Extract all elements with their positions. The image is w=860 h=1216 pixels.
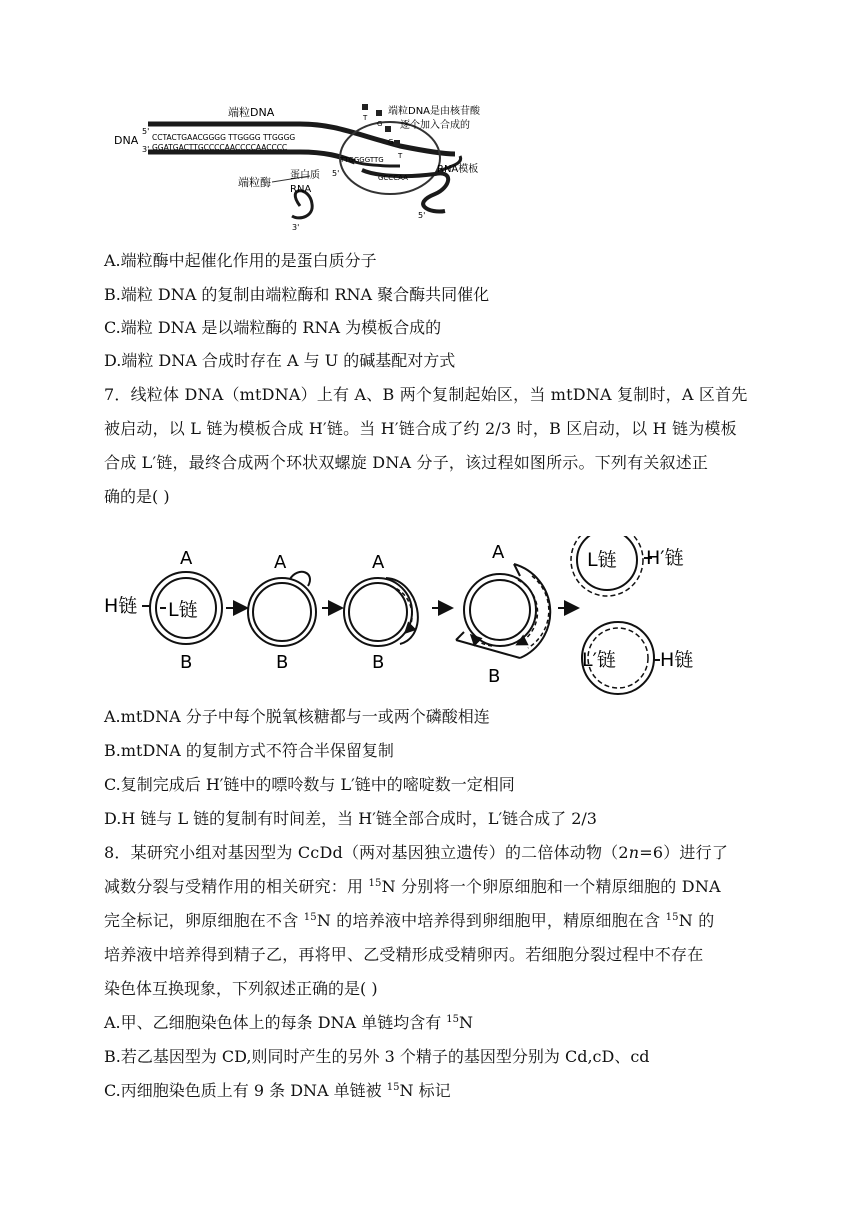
product-top <box>571 536 684 596</box>
q7-option-b: B.mtDNA 的复制方式不符合半保留复制 <box>104 741 394 760</box>
end-5-right: 5' <box>418 211 426 220</box>
q8-stem-line-3: 完全标记，卵原细胞在不含 $^{15}$N 的培养液中培养得到卵细胞甲，精原细胞在含 $^{15}$N 的 <box>104 911 715 930</box>
nucleotide-square <box>394 140 400 146</box>
nucleotide-g2: G <box>388 138 394 146</box>
label-b: B <box>488 666 501 687</box>
label-a: A <box>180 548 193 569</box>
q6-option-b: B.端粒 DNA 的复制由端粒酶和 RNA 聚合酶共同催化 <box>104 285 490 304</box>
l-chain-top-label: L链 <box>587 549 617 571</box>
q8-option-a: A.甲、乙细胞染色体上的每条 DNA 单链均含有 $^{15}$N <box>104 1013 474 1032</box>
q7-stem-line-1: 7．线粒体 DNA（mtDNA）上有 A、B 两个复制起始区，当 mtDNA 复制时，A 区首先 <box>104 385 748 404</box>
end-5-left: 5' <box>142 127 150 136</box>
stage-1 <box>104 548 222 673</box>
q7-stem-line-2: 被启动，以 L 链为模板合成 H′链。当 H′链合成了约 2/3 时，B 区启动，以 H 链为模板 <box>104 419 737 438</box>
note-line-1: 端粒DNA是由核苷酸 <box>388 106 481 117</box>
l-prime-chain-label: L′链 <box>582 649 616 671</box>
h-prime-chain-label: H′链 <box>646 547 684 569</box>
stage-3 <box>344 552 418 673</box>
q7-stem-line-4: 确的是( ) <box>104 487 170 506</box>
q7-option-c: C.复制完成后 H′链中的嘌呤数与 L′链中的嘧啶数一定相同 <box>104 775 515 794</box>
q6-option-a: A.端粒酶中起催化作用的是蛋白质分子 <box>104 251 377 270</box>
top-strand-sequence: CCTACTGAACGGGG TTGGGG TTGGGG <box>152 133 296 142</box>
q8-option-b: B.若乙基因型为 CD,则同时产生的另外 3 个精子的基因型分别为 Cd,cD、cd <box>104 1047 650 1066</box>
telomere-dna-label: 端粒DNA <box>228 106 275 119</box>
mtdna-replication-figure <box>100 536 710 696</box>
nucleotide-g1: G <box>377 120 383 128</box>
nucleotide-square <box>362 104 368 110</box>
label-a: A <box>372 552 385 573</box>
nucleotide-square <box>385 126 391 132</box>
label-a: A <box>274 552 287 573</box>
nucleotide-t2: T <box>398 152 403 160</box>
end-5-mid: 5' <box>332 169 340 178</box>
q7-option-a: A.mtDNA 分子中每个脱氧核糖都与一或两个磷酸相连 <box>104 707 490 726</box>
label-b: B <box>372 652 385 673</box>
telomerase-figure <box>100 96 520 236</box>
new-strand-sequence: TTGGGGTTG <box>340 156 384 164</box>
product-bottom <box>582 622 693 694</box>
nucleotide-t1: T <box>363 114 368 122</box>
protein-label: 蛋白质 <box>290 170 320 181</box>
q8-option-c: C.丙细胞染色质上有 9 条 DNA 单链被 $^{15}$N 标记 <box>104 1081 451 1100</box>
l-chain-label: L链 <box>168 599 198 621</box>
bottom-dna-strand <box>148 152 355 162</box>
q8-stem-line-4: 培养液中培养得到精子乙，再将甲、乙受精形成受精卵丙。若细胞分裂过程中不存在 <box>104 945 704 964</box>
q7-stem-line-3: 合成 L′链，最终合成两个环状双螺旋 DNA 分子，该过程如图所示。下列有关叙述正 <box>104 453 709 472</box>
q8-stem-line-1: 8．某研究小组对基因型为 CcDd（两对基因独立遗传）的二倍体动物（2n=6）进行了 <box>104 843 729 862</box>
q7-option-d: D.H 链与 L 链的复制有时间差，当 H′链全部合成时，L′链合成了 2/3 <box>104 809 597 828</box>
label-b: B <box>276 652 289 673</box>
stage-4 <box>456 542 550 687</box>
enzyme-label: 端粒酶 <box>238 176 271 189</box>
h-chain-label: H链 <box>104 595 138 617</box>
label-b: B <box>180 652 193 673</box>
q6-option-d: D.端粒 DNA 合成时存在 A 与 U 的碱基配对方式 <box>104 351 456 370</box>
bottom-strand-sequence: GGATGACTTGCCCCAACCCCAACCCC <box>152 143 288 152</box>
rna-template-label: RNA模板 <box>437 164 479 175</box>
stage-2 <box>248 552 316 673</box>
q6-option-c: C.端粒 DNA 是以端粒酶的 RNA 为模板合成的 <box>104 318 442 337</box>
dna-label: DNA <box>114 134 139 147</box>
label-a: A <box>492 542 505 563</box>
end-3-bottom: 3' <box>292 223 300 232</box>
q8-stem-line-5: 染色体互换现象，下列叙述正确的是( ) <box>104 979 378 998</box>
q8-stem-line-2: 减数分裂与受精作用的相关研究：用 $^{15}$N 分别将一个卵原细胞和一个精原细胞的 DNA <box>104 877 721 896</box>
rna-label: RNA <box>290 184 312 195</box>
template-sequence: GCCCAA <box>378 174 408 182</box>
h-chain-bottom-label: H链 <box>660 649 694 671</box>
end-3-left: 3' <box>142 145 150 154</box>
nucleotide-square <box>376 110 382 116</box>
note-line-2: 逐个加入合成的 <box>400 120 470 131</box>
